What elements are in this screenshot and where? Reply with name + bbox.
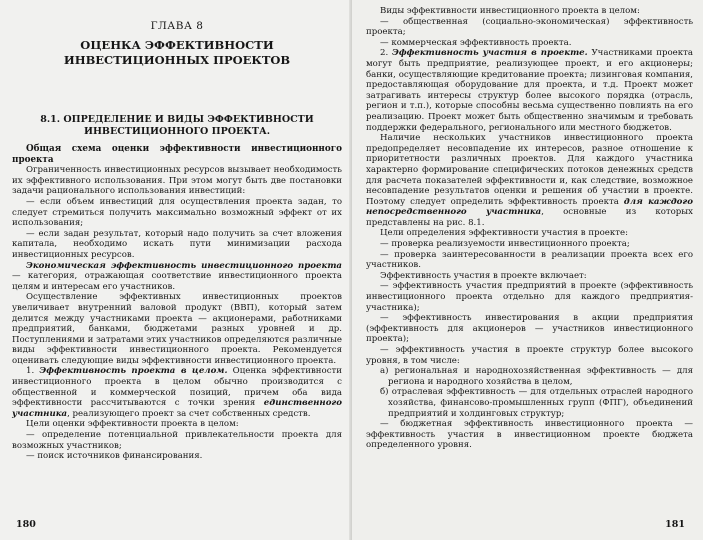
participation-text: Участниками проекта могут быть предприятие, реализующее проект, и его акционеры; банки, осуществляющие кредитование проекта; лизинговая компания, предоставляющая оборудование для проекта, и т.д. Проект может затрагивать интересы структур более высокого порядка (отрасль, регион и т.п.), которые способны весьма существенно повлиять на его реализацию. Проект может быть общественно значимым и требовать поддержки федерального, регионального или местного бюджетов.: [366, 48, 693, 133]
section-heading: [12, 114, 342, 138]
chapter-title: [12, 38, 342, 68]
paragraph-option-2: — если задан результат, который надо получить за счет вложения капитала, необходимо искать пути минимизации расхода инвестиционных ресурсов.: [12, 228, 342, 260]
subheading: Общая схема оценки эффективности инвестиционного проекта: [12, 144, 342, 165]
paragraph-multiple-participants: [366, 133, 693, 228]
multiple-participants-text-b: , основные из которых представлены на рис. 8.1.: [366, 207, 693, 228]
includes-item: — эффективность участия предприятий в проекте (эффективность инвестиционного проекта отдельно для каждого предприятия-участника);: [366, 281, 693, 313]
goal-item: — поиск источников финансирования.: [26, 451, 203, 462]
includes-item: — бюджетная эффективность инвестиционного проекта — эффективность участия в инвестиционном проекте бюджета определенного уровня.: [366, 419, 693, 451]
paragraph-limited-resources: Ограниченность инвестиционных ресурсов вызывает необходимость их эффективного использования. При этом могут быть две постановки задачи рационального использования инвестиций:: [12, 165, 342, 197]
kind-item: — коммерческая эффективность проекта.: [380, 37, 572, 48]
term-each-participant: для каждого непосредственного участника: [366, 196, 693, 218]
term-economic-efficiency: Экономическая эффективность инвестиционного проекта: [26, 260, 342, 271]
participation-goal-item: — проверка реализуемости инвестиционного проекта;: [380, 239, 630, 250]
list-number-2: 2.: [380, 48, 393, 59]
includes-heading: Эффективность участия в проекте включает:: [380, 270, 587, 281]
goal-item: — определение потенциальной привлекательности проекта для возможных участников;: [12, 430, 342, 451]
definition-text: — категория, отражающая соответствие инвестиционного проекта целям и интересам его участников.: [12, 271, 342, 292]
includes-item: — эффективность участия в проекте структур более высокого уровня, в том числе:: [366, 345, 693, 366]
goals-heading: Цели оценки эффективности проекта в целом:: [26, 419, 239, 430]
chapter-title-line1: ОЦЕНКА ЭФФЕКТИВНОСТИ: [80, 38, 274, 52]
list-number-1: 1.: [26, 366, 40, 377]
section-heading-line2: ИНВЕСТИЦИОННОГО ПРОЕКТА.: [83, 126, 270, 137]
page-number: 180: [16, 519, 36, 530]
chapter-title-line2: ИНВЕСТИЦИОННЫХ ПРОЕКТОВ: [63, 53, 291, 67]
section-heading-line1: 8.1. ОПРЕДЕЛЕНИЕ И ВИДЫ ЭФФЕКТИВНОСТИ: [40, 114, 314, 125]
page-number: 181: [665, 519, 685, 530]
participation-goal-item: — проверка заинтересованности в реализации проекта всех его участников.: [366, 249, 693, 271]
term-single-participant: единственного участника: [12, 398, 342, 419]
kind-item: — общественная (социально-экономическая) эффективность проекта;: [366, 16, 693, 38]
includes-subitem-b: б) отраслевая эффективность — для отдельных отраслей народного хозяйства, финансово-промышленных групп (ФПГ), объединений предприятий и холдинговых структур;: [380, 387, 693, 419]
paragraph-option-1: — если объем инвестиций для осуществления проекта задан, то следует стремиться получить максимально возможный эффект от их использования;: [12, 196, 342, 229]
project-efficiency-text-a: Оценка эффективности инвестиционного проекта в целом обычно производится с общественной и коммерческой позиций, причем оба вида эффективности рассчитываются с точки зрения: [12, 366, 342, 409]
chapter-label: ГЛАВА 8: [150, 20, 204, 32]
kinds-heading: Виды эффективности инвестиционного проекта в целом:: [380, 6, 640, 16]
term-participation-efficiency: Эффективность участия в проекте.: [392, 48, 588, 59]
term-project-efficiency: Эффективность проекта в целом.: [39, 366, 228, 377]
project-efficiency-text-b: , реализующего проект за счет собственных средств.: [67, 408, 311, 419]
multiple-participants-text-a: Наличие нескольких участников инвестиционного проекта предопределяет несовпадение их интересов, разное отношение к приоритетности различных проектов. Для каждого участника характерно формирование специфических потоков денежных средств для расчета показателей эффективности и, как следствие, возможное несовпадение результатов оценки и решения об участии в проекте. Поэтому следует определить эффективность проекта: [366, 133, 693, 207]
right-page: [352, 0, 703, 540]
paragraph-gdp: Осуществление эффективных инвестиционных проектов увеличивает внутренний валовой продукт (ВВП), который затем делится между участниками проекта — акционерами, работниками предприятий, банками, бюджетами разных уровней и др. Поступлениями и затратами этих участников определяются различные виды эффективности инвестиционного проекта. Рекомендуется оценивать следующие виды эффективности инвестиционного проекта.: [12, 292, 342, 366]
participation-goals-heading: Цели определения эффективности участия в проекте:: [380, 228, 628, 239]
includes-item: — эффективность инвестирования в акции предприятия (эффективность для акционеров — участников инвестиционного проекта);: [366, 313, 693, 345]
paragraph-definition: [12, 261, 342, 293]
includes-subitem-a: а) региональная и народнохозяйственная эффективность — для региона и народного хозяйства в целом,: [380, 366, 693, 387]
paragraph-project-efficiency: [12, 366, 342, 419]
paragraph-participation-efficiency: [366, 48, 693, 133]
